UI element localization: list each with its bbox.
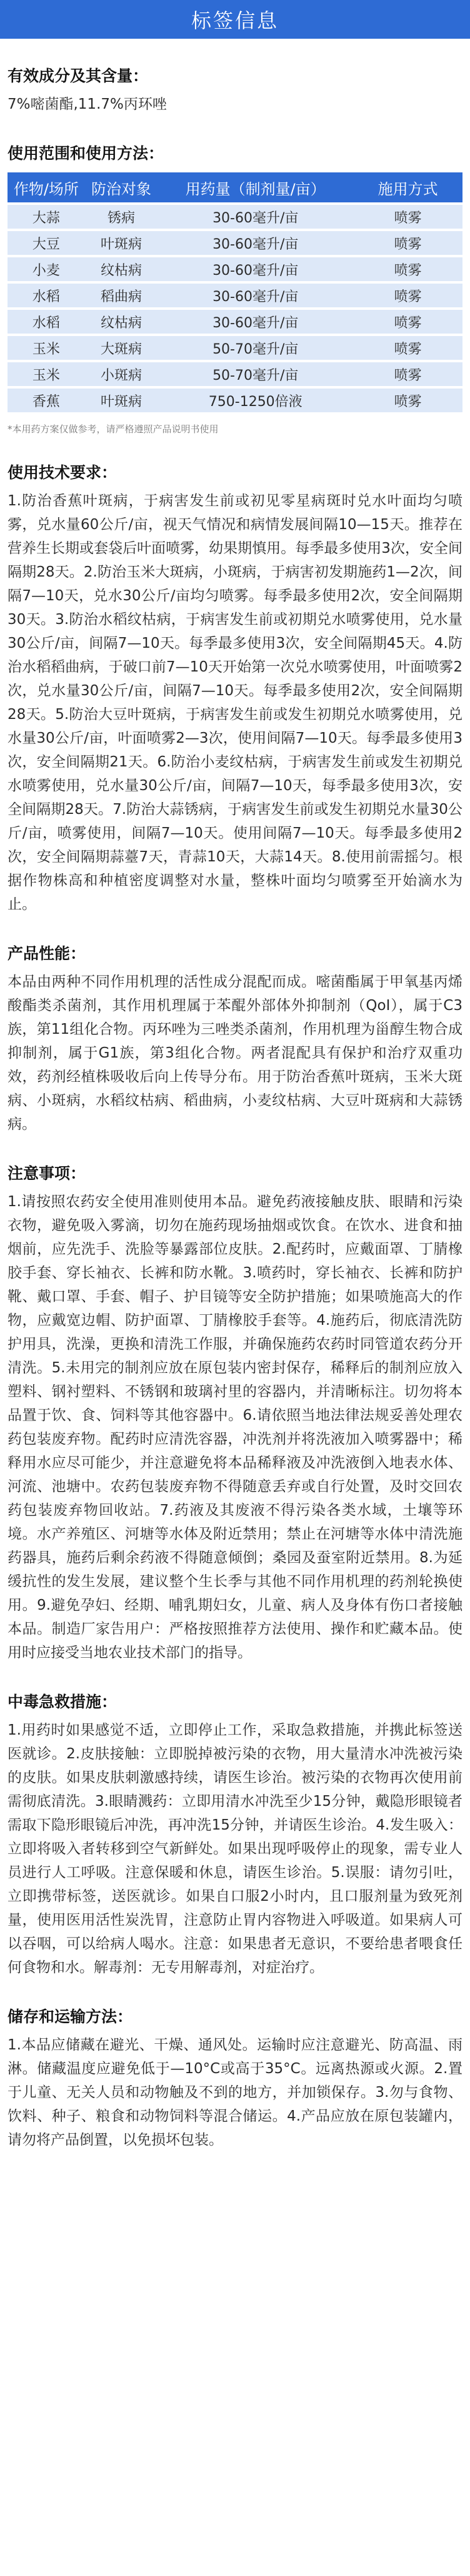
column-header-target: 防治对象 — [85, 172, 158, 202]
table-cell-crop: 水稻 — [8, 310, 85, 334]
ingredients-title: 有效成分及其含量： — [8, 67, 149, 85]
precautions-text: 1.请按照农药安全使用准则使用本品。避免药液接触皮肤、眼睛和污染衣物，避免吸入雾滴，切勿在施药现场抽烟或饮食。在饮水、进食和抽烟前，应先洗手、洗脸等暴露部位皮肤。2.配药时，应戴面罩、丁腈橡胶手套、穿长袖衣、长裤和防水靴。3.喷药时，穿长袖衣、长裤和防护靴、戴口罩、手套、帽子、护目镜等安全防护措施；如果喷施高大的作物，应戴宽边帽、防护面罩、丁腈橡胶手套等。4.施药后，彻底清洗防护用具，洗澡，更换和清洗工作服，并确保施药农药时同管道农药分开清洗。5.未用完的制剂应放在原包装内密封保存，稀释后的制剂应放入塑料、钢衬塑料、不锈钢和玻璃衬里的容器内，并清晰标注。切勿将本品置于饮、食、饲料等其他容器中。6.请依照当地法律法规妥善处理农药包装废弃物。配药时应清洗容器，冲洗剂并将洗液加入喷雾器中；稀释用水应尽可能少，并注意避免将本品稀释液及冲洗液倒入地表水体、河流、池塘中。农药包装废弃物不得随意丢弃或自行处置，及时交回农药包装废弃物回收站。7.药液及其废液不得污染各类水域，土壤等环境。水产养殖区、河塘等水体及附近禁用；禁止在河塘等水体中清洗施药器具，施药后剩余药液不得随意倾倒；桑园及蚕室附近禁用。8.为延缓抗性的发生发展，建议整个生长季与其他不同作用机理的药剂轮换使用。9.避免孕妇、经期、哺乳期妇女，儿童、病人及身体有伤口者接触本品。制造厂家告用户：严格按照推荐方法使用、操作和贮藏本品。使用时应接受当地农业技术部门的指导。 — [8, 1194, 462, 1661]
table-cell-dosage: 30-60毫升/亩 — [158, 310, 353, 334]
product-title: 产品性能： — [8, 944, 86, 963]
storage-text: 1.本品应储藏在避光、干燥、通风处。运输时应注意避光、防高温、雨淋。储藏温度应避免低于—10°C或高于35°C。远离热源或火源。2.置于儿童、无关人员和动物触及不到的地方，并加锁保存。3.勿与食物、饮料、种子、粮食和动物饲料等混合储运。4.产品应放在原包装罐内，请勿将产品倒置，以免损坏包装。 — [8, 2037, 462, 2148]
product-text: 本品由两种不同作用机理的活性成分混配而成。嘧菌酯属于甲氧基丙烯酸酯类杀菌剂，其作用机理属于苯醌外部体外抑制剂（QoI），属于C3族，第11组化合物。丙环唑为三唑类杀菌剂，作用机理为甾醇生物合成抑制剂，属于G1族，第3组化合物。两者混配具有保护和治疗双重功效，药剂经植株吸收后向上传导分布。用于防治香蕉叶斑病，玉米大斑病、小斑病，水稻纹枯病、稻曲病，小麦纹枯病、大豆叶斑病和大蒜锈病。 — [8, 974, 462, 1132]
table-row — [8, 389, 462, 412]
firstaid-text: 1.用药时如果感觉不适，立即停止工作，采取急救措施，并携此标签送医就诊。2.皮肤接触：立即脱掉被污染的衣物，用大量清水冲洗被污染的皮肤。如果皮肤刺激感持续，请医生诊治。被污染的衣物再次使用前需彻底清洗。3.眼睛溅药：立即用清水冲洗至少15分钟，戴隐形眼镜者需取下隐形眼镜后冲洗，再冲洗15分钟，并请医生诊治。4.发生吸入：立即将吸入者转移到空气新鲜处。如果出现呼吸停止的现象，需专业人员进行人工呼吸。注意保暖和休息，请医生诊治。5.误服：请勿引吐，立即携带标签，送医就诊。如果自口服2小时内，且口服剂量为致死剂量，使用医用活性炭洗胃，注意防止胃内容物进入呼吸道。如果病人可以吞咽，可以给病人喝水。注意：如果患者无意识，不要给患者喂食任何食物和水。解毒剂：无专用解毒剂，对症治疗。 — [8, 1722, 462, 1976]
table-cell-target: 稻曲病 — [85, 284, 158, 307]
table-cell-dosage: 30-60毫升/亩 — [158, 284, 353, 307]
table-cell-method: 喷雾 — [353, 205, 462, 229]
table-cell-target: 叶斑病 — [85, 231, 158, 255]
table-row — [8, 284, 462, 307]
table-cell-crop: 小麦 — [8, 257, 85, 281]
usage-section — [8, 141, 462, 435]
column-header-method: 施用方式 — [353, 172, 462, 202]
table-cell-target: 小斑病 — [85, 362, 158, 386]
table-cell-target: 锈病 — [85, 205, 158, 229]
table-cell-method: 喷雾 — [353, 336, 462, 360]
table-cell-dosage: 30-60毫升/亩 — [158, 231, 353, 255]
usage-note: *本用药方案仅做参考，请严格遵照产品说明书使用 — [8, 424, 219, 435]
table-row — [8, 336, 462, 360]
table-cell-target: 大斑病 — [85, 336, 158, 360]
header-title: 标签信息 — [191, 9, 279, 32]
table-cell-method: 喷雾 — [353, 231, 462, 255]
precautions-section — [8, 1161, 462, 1665]
ingredients-section — [8, 64, 462, 116]
table-cell-crop: 大蒜 — [8, 205, 85, 229]
table-cell-crop: 玉米 — [8, 362, 85, 386]
table-cell-dosage: 50-70毫升/亩 — [158, 362, 353, 386]
table-cell-crop: 大豆 — [8, 231, 85, 255]
storage-title: 储存和运输方法： — [8, 2008, 133, 2026]
table-cell-target: 叶斑病 — [85, 389, 158, 412]
usage-title: 使用范围和使用方法： — [8, 144, 164, 162]
ingredients-text: 7%嘧菌酯,11.7%丙环唑 — [8, 96, 167, 112]
technique-title: 使用技术要求： — [8, 463, 118, 482]
table-cell-crop: 玉米 — [8, 336, 85, 360]
table-cell-target: 纹枯病 — [85, 257, 158, 281]
storage-section — [8, 2004, 462, 2152]
table-cell-target: 纹枯病 — [85, 310, 158, 334]
technique-text: 1.防治香蕉叶斑病，于病害发生前或初见零星病斑时兑水叶面均匀喷雾，兑水量60公斤/亩，视天气情况和病情发展间隔10—15天。推荐在营养生长期或套袋后叶面喷雾，幼果期慎用。每季最多使用3次，安全间隔期28天。2.防治玉米大斑病，小斑病，于病害初发期施药1—2次，间隔7—10天，兑水30公斤/亩均匀喷雾。每季最多使用2次，安全间隔期30天。3.防治水稻纹枯病，于病害发生前或初期兑水喷雾使用，兑水量30公斤/亩，间隔7—10天。每季最多使用3次，安全间隔期45天。4.防治水稻稻曲病，于破口前7—10天开始第一次兑水喷雾使用，叶面喷雾2次，兑水量30公斤/亩，间隔7—10天。每季最多使用2次，安全间隔期28天。5.防治大豆叶斑病，于病害发生前或发生初期兑水喷雾使用，兑水量30公斤/亩，叶面喷雾2—3次，使用间隔7—10天。每季最多使用3次，安全间隔期21天。6.防治小麦纹枯病，于病害发生前或发生初期兑水喷雾使用，兑水量30公斤/亩，间隔7—10天，每季最多使用3次，安全间隔期28天。7.防治大蒜锈病，于病害发生前或发生初期兑水量30公斤/亩，喷雾使用，间隔7—10天。使用间隔7—10天。每季最多使用2次，安全间隔期蒜薹7天，青蒜10天，大蒜14天。8.使用前需摇匀。根据作物株高和种植密度调整对水量，整株叶面均匀喷雾至开始滴水为止。 — [8, 493, 462, 913]
table-cell-method: 喷雾 — [353, 362, 462, 386]
precautions-title: 注意事项： — [8, 1164, 86, 1182]
table-row — [8, 205, 462, 229]
label-info-header — [0, 0, 470, 39]
label-content — [0, 39, 470, 2152]
table-row — [8, 231, 462, 255]
table-cell-dosage: 30-60毫升/亩 — [158, 205, 353, 229]
usage-table — [8, 170, 462, 415]
table-cell-crop: 香蕉 — [8, 389, 85, 412]
technique-section — [8, 460, 462, 916]
firstaid-section — [8, 1690, 462, 1979]
table-row — [8, 257, 462, 281]
product-section — [8, 941, 462, 1136]
table-cell-crop: 水稻 — [8, 284, 85, 307]
usage-table-header-row — [8, 172, 462, 202]
firstaid-title: 中毒急救措施： — [8, 1693, 118, 1711]
table-row — [8, 362, 462, 386]
column-header-crop: 作物/场所 — [8, 172, 85, 202]
table-cell-method: 喷雾 — [353, 257, 462, 281]
table-row — [8, 310, 462, 334]
table-cell-method: 喷雾 — [353, 389, 462, 412]
table-cell-method: 喷雾 — [353, 310, 462, 334]
table-cell-dosage: 750-1250倍液 — [158, 389, 353, 412]
table-cell-dosage: 30-60毫升/亩 — [158, 257, 353, 281]
table-cell-method: 喷雾 — [353, 284, 462, 307]
column-header-dosage: 用药量（制剂量/亩） — [158, 172, 353, 202]
table-cell-dosage: 50-70毫升/亩 — [158, 336, 353, 360]
